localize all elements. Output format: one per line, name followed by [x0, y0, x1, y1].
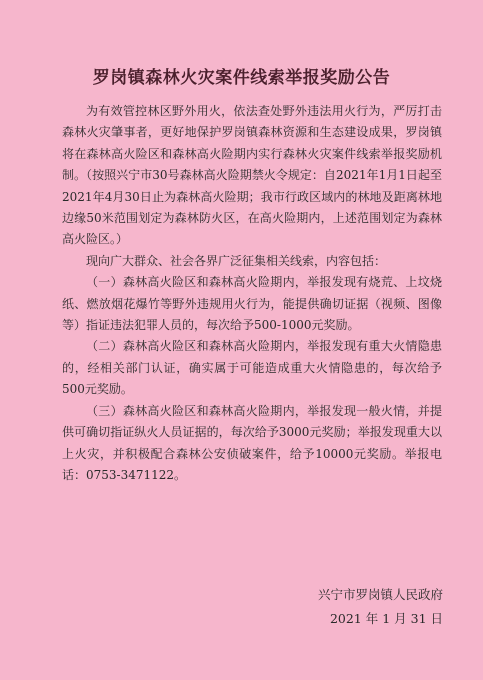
notice-body — [62, 101, 442, 486]
paragraph-item-1: （一）森林高火险区和森林高火险期内，举报发现有烧荒、上坟烧纸、燃放烟花爆竹等野外违规用火行为，能提供确切证据（视频、图像等）指证违法犯罪人员的，每次给予500-1000元奖励。 — [62, 275, 442, 333]
paragraph-call-for-clues: 现向广大群众、社会各界广泛征集相关线索，内容包括： — [86, 253, 387, 268]
issuer-name: 兴宁市罗岗镇人民政府 — [317, 587, 443, 602]
notice-title: 罗岗镇森林火灾案件线索举报奖励公告 — [92, 68, 391, 88]
issue-date: 2021 年 1 月 31 日 — [329, 611, 443, 626]
paragraph-item-3: （三）森林高火险区和森林高火险期内，举报发现一般火情，并提供可确切指证纵火人员证据的，每次给予3000元奖励；举报发现重大以上火灾，并积极配合森林公安侦破案件，给予10000元奖励。举报电话：0753-3471122。 — [62, 403, 442, 482]
paragraph-item-2: （二）森林高火险区和森林高火险期内，举报发现有重大火情隐患的，经相关部门认证，确实属于可能造成重大火情隐患的，每次给予500元奖励。 — [62, 339, 442, 397]
paragraph-intro: 为有效管控林区野外用火，依法查处野外违法用火行为，严厉打击森林火灾肇事者，更好地保护罗岗镇森林资源和生态建设成果，罗岗镇将在森林高火险区和森林高火险期内实行森林火灾案件线索举报奖励机制。（按照兴宁市30号森林高火险期禁火令规定：自2021年1月1日起至2021年4月30日止为森林高火险期；我市行政区域内的林地及距离林地边缘50米范围划定为森林防火区，在高火险期内，上述范围划定为森林高火险区。） — [62, 104, 442, 247]
